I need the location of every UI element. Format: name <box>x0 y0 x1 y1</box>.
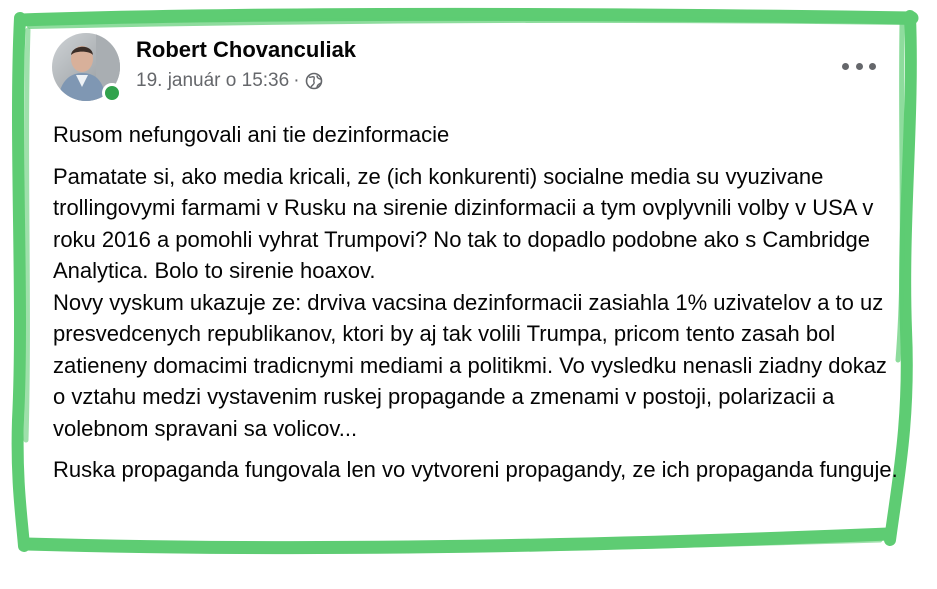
online-status-dot <box>102 83 122 103</box>
post-meta <box>136 70 323 92</box>
post-paragraph-2: Pamatate si, ako media kricali, ze (ich konkurenti) socialne media su vyuzivane trollingovymi farmami v Rusku na sirenie dizinformacii a tym ovplyvnili volby v USA v roku 2016 a pomohli vyhrat Trumpovi? No tak to dopadlo podobne ako s Cambridge Analytica. Bolo to sirenie hoaxov. Novy vyskum ukazuje ze: drviva vacsina dezinformacii zasiahla 1% uzivatelov a to uz presvedcenych republikanov, ktori by aj tak volili Trumpa, pricom tento zasah bol zatieneny domacimi tradicnymi mediami a politikmi. Vo vysledku nenasli ziadny dokaz o vztahu medzi vystavenim ruskej propagande a zmenami v postoji, polarizacii a volebnom spravani sa volicov... <box>53 163 887 441</box>
author-name[interactable]: Robert Chovanculiak <box>136 37 357 62</box>
dot <box>856 63 863 70</box>
globe-icon[interactable] <box>305 72 323 90</box>
post-paragraph-1: Rusom nefungovali ani tie dezinformacie <box>53 122 450 147</box>
meta-separator: · <box>293 70 300 91</box>
post-paragraph-3: Ruska propaganda fungovala len vo vytvoreni propagandy, ze ich propaganda funguje. <box>53 457 898 482</box>
more-options-icon[interactable] <box>842 54 876 78</box>
post-body <box>53 119 898 486</box>
dot <box>869 63 876 70</box>
avatar[interactable] <box>52 33 120 101</box>
facebook-post <box>36 26 898 541</box>
dot <box>842 63 849 70</box>
post-timestamp[interactable]: 19. január o 15:36 <box>136 70 290 91</box>
